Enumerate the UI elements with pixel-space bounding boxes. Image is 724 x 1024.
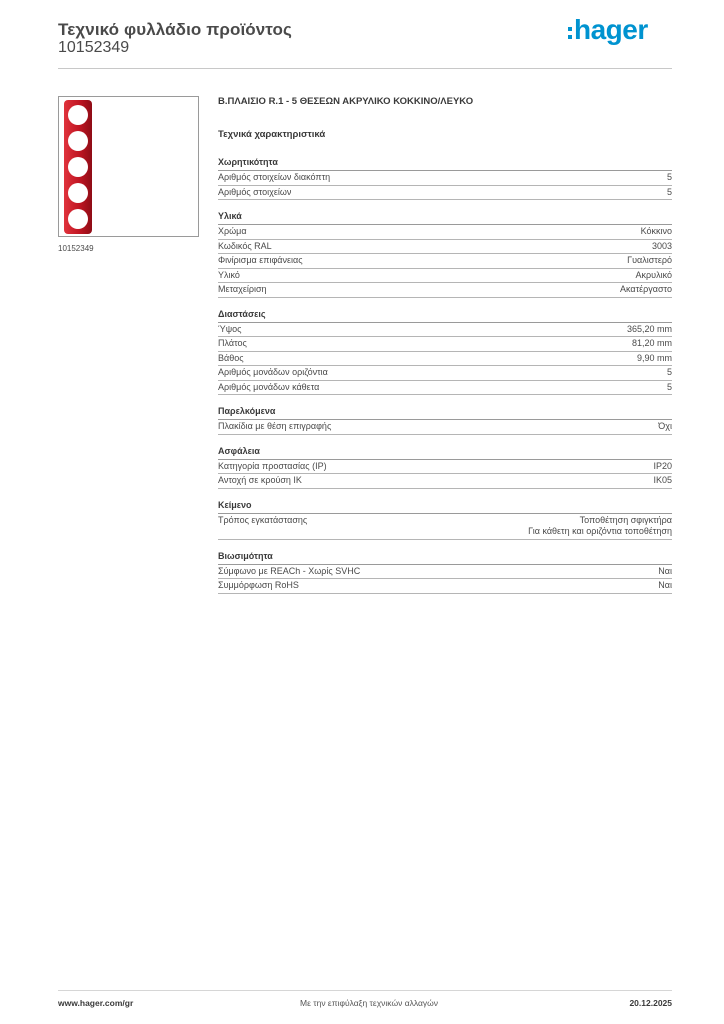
logo-text: hager (574, 14, 648, 45)
spec-row (218, 565, 672, 580)
spec-value: Ακατέργαστο (620, 284, 672, 294)
spec-row (218, 323, 672, 338)
spec-row (218, 240, 672, 255)
spec-row (218, 381, 672, 396)
spec-group-dimensions (218, 309, 672, 396)
hager-logo (568, 15, 648, 45)
header-divider (58, 68, 672, 69)
spec-label: Αριθμός στοιχείων διακόπτη (218, 172, 331, 182)
spec-label: Υλικό (218, 269, 240, 280)
spec-value: 9,90 mm (636, 352, 672, 363)
spec-value: Γυαλιστερό (627, 255, 672, 265)
spec-group-text (218, 500, 672, 540)
spec-label: Αριθμός μονάδων οριζόντια (218, 367, 328, 377)
spec-value: IP20 (653, 460, 672, 471)
spec-label: Χρώμα (218, 226, 247, 236)
spec-row (218, 254, 672, 269)
spec-content (218, 96, 672, 594)
image-caption: 10152349 (58, 244, 94, 253)
spec-row (218, 474, 672, 489)
spec-label: Πλακίδια με θέση επιγραφής (218, 421, 332, 431)
spec-row (218, 269, 672, 284)
product-code: 10152349 (58, 39, 130, 56)
spec-row (218, 186, 672, 201)
spec-label: Ύψος (218, 323, 242, 334)
group-title: Κείμενο (218, 500, 672, 514)
spec-value: 81,20 mm (631, 338, 672, 348)
frame-5-gang-image (59, 97, 198, 236)
spec-label: Σύμφωνο με REACh - Χωρίς SVHC (218, 565, 361, 576)
spec-row (218, 352, 672, 367)
spec-value-line: Για κάθετη και οριζόντια τοποθέτηση (528, 526, 672, 536)
logo-dots-icon (568, 27, 572, 39)
spec-value: Ναι (658, 580, 672, 590)
spec-value: 5 (666, 186, 672, 197)
spec-row (218, 420, 672, 435)
spec-label: Βάθος (218, 352, 244, 363)
spec-value: IK05 (653, 475, 672, 485)
spec-row (218, 579, 672, 594)
spec-row (218, 337, 672, 352)
group-title: Βιωσιμότητα (218, 551, 672, 565)
spec-row (218, 460, 672, 475)
group-title: Χωρητικότητα (218, 157, 672, 171)
group-title: Ασφάλεια (218, 446, 672, 460)
spec-group-safety (218, 446, 672, 489)
spec-row (218, 225, 672, 240)
spec-value: 5 (666, 172, 672, 182)
spec-label: Μεταχείριση (218, 284, 267, 294)
footer-notice: Με την επιφύλαξη τεχνικών αλλαγών (300, 998, 439, 1008)
spec-group-accessories (218, 406, 672, 435)
spec-label: Αριθμός μονάδων κάθετα (218, 381, 320, 392)
spec-value: 365,20 mm (626, 323, 672, 334)
spec-label: Φινίρισμα επιφάνειας (218, 255, 303, 265)
spec-value (528, 515, 672, 538)
spec-group-sustainability (218, 551, 672, 594)
spec-value: 5 (666, 367, 672, 377)
spec-label: Αριθμός στοιχείων (218, 186, 292, 197)
spec-row (218, 366, 672, 381)
spec-group-materials (218, 211, 672, 298)
spec-label: Πλάτος (218, 338, 247, 348)
product-image (58, 96, 199, 237)
spec-label: Τρόπος εγκατάστασης (218, 514, 308, 525)
spec-value: Ακρυλικό (635, 269, 672, 280)
spec-group-capacity (218, 157, 672, 200)
spec-value-line: Τοποθέτηση σφιγκτήρα (579, 514, 672, 525)
spec-row (218, 514, 672, 540)
spec-value: Όχι (658, 421, 672, 431)
spec-value: 3003 (651, 240, 672, 251)
product-name: Β.ΠΛΑΙΣΙΟ R.1 - 5 ΘΕΣΕΩΝ ΑΚΡΥΛΙΚΟ ΚΟΚΚΙΝΟ/ΛΕΥΚΟ (218, 96, 474, 107)
spec-value: Ναι (658, 565, 672, 576)
document-title: Τεχνικό φυλλάδιο προϊόντος (58, 20, 292, 39)
spec-label: Αντοχή σε κρούση IK (218, 475, 302, 485)
spec-row (218, 171, 672, 186)
footer-website: www.hager.com/gr (58, 998, 134, 1008)
spec-value: 5 (666, 381, 672, 392)
group-title: Διαστάσεις (218, 309, 672, 323)
spec-value: Κόκκινο (640, 226, 672, 236)
specs-heading: Τεχνικά χαρακτηριστικά (218, 129, 326, 140)
spec-label: Κατηγορία προστασίας (IP) (218, 460, 327, 471)
footer-divider (58, 990, 672, 991)
spec-label: Συμμόρφωση RoHS (218, 580, 299, 590)
group-title: Υλικά (218, 211, 672, 225)
spec-row (218, 283, 672, 298)
spec-label: Κωδικός RAL (218, 240, 272, 251)
footer-date: 20.12.2025 (629, 998, 672, 1008)
group-title: Παρελκόμενα (218, 406, 672, 420)
